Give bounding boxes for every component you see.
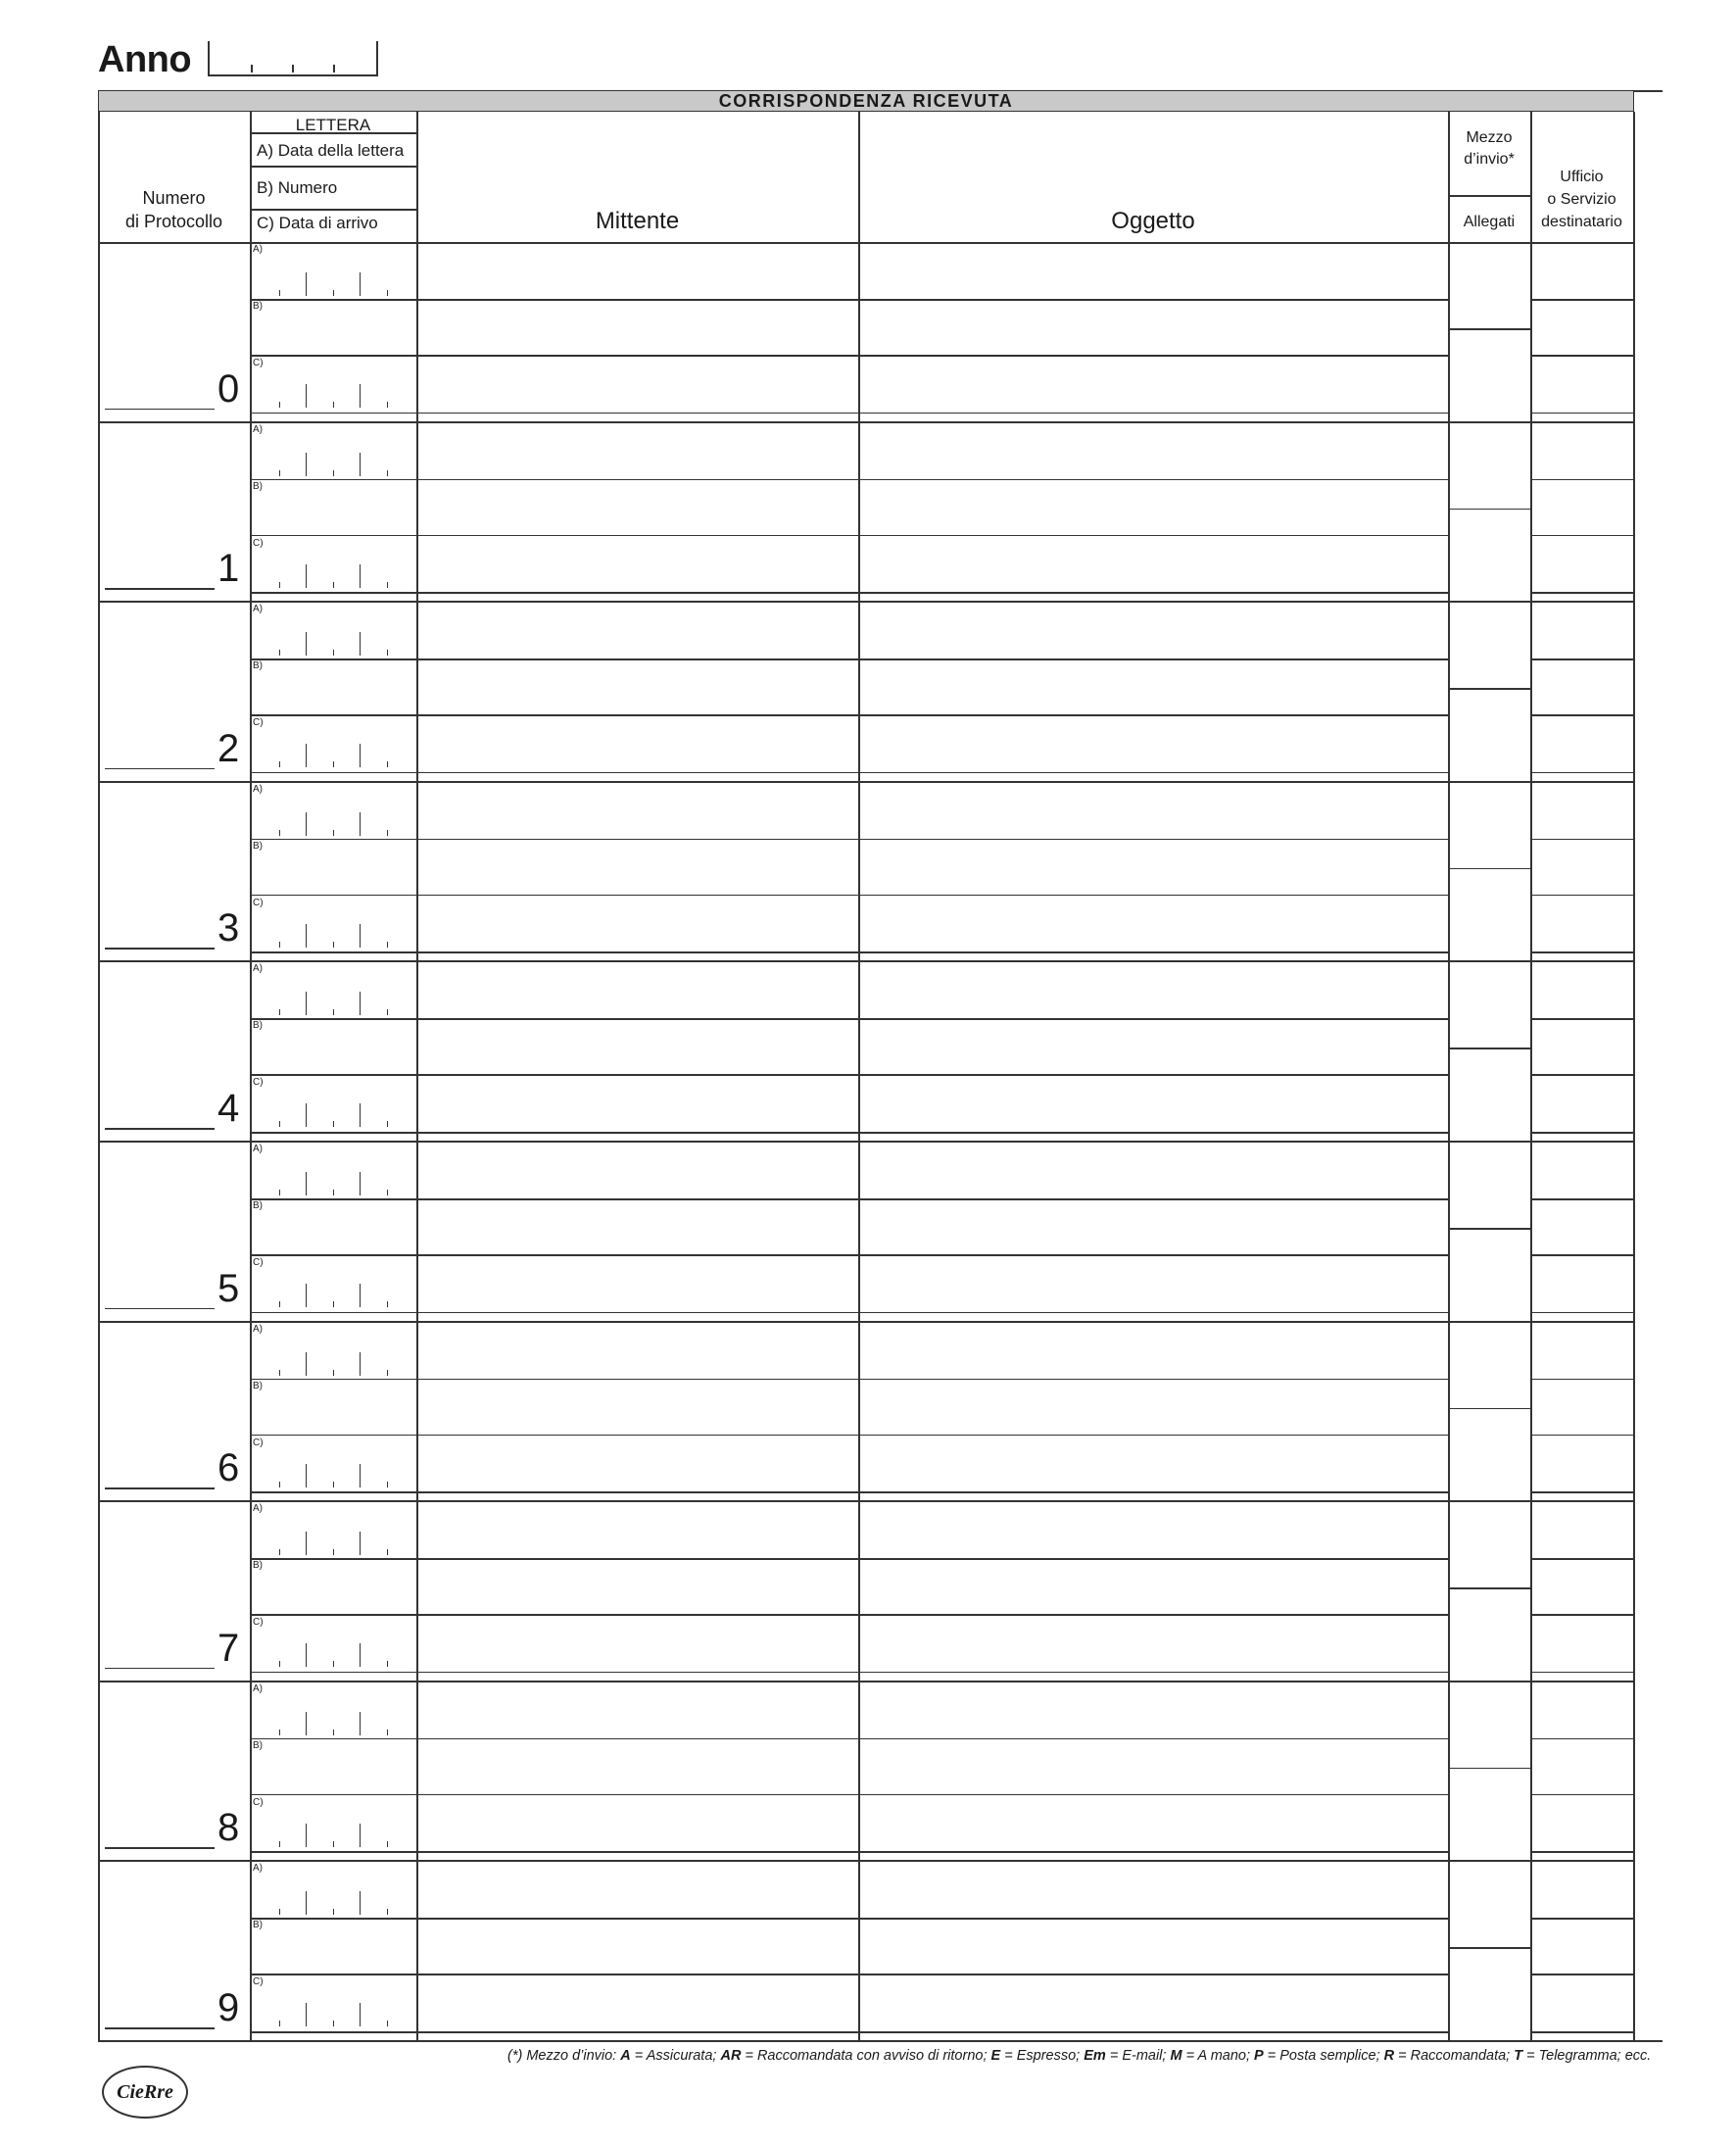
protocol-row-digit: 6 [217,1446,240,1490]
date-tick [387,1301,388,1307]
footnote-text: = A mano; [1181,2048,1255,2064]
subrow-label: A) [253,783,263,795]
date-tick [306,1824,307,1847]
row-divider [98,1860,1634,1862]
subrow-line [1530,1379,1633,1381]
date-tick [306,2003,307,2026]
mittente-cell[interactable] [418,1863,856,2029]
date-tick [360,1284,361,1307]
date-tick [387,1121,388,1127]
date-tick [306,924,307,948]
subrow-label: A) [253,423,263,435]
date-tick [279,942,280,948]
protocol-number-field[interactable] [105,1308,215,1310]
row-inner-line [250,1491,1448,1493]
subrow-line [1530,839,1633,841]
row-divider [98,1500,1634,1502]
mittente-cell[interactable] [418,1503,856,1670]
footnote-text: = E-mail; [1105,2048,1171,2064]
date-tick [360,632,361,656]
lettera-b-label: B) Numero [257,178,338,197]
footnote-text: = Espresso; [1000,2048,1085,2064]
lettera-c-label: C) Data di arrivo [257,214,378,232]
date-tick [387,1009,388,1015]
row-inner-line [250,1132,1448,1134]
date-tick [333,2021,334,2026]
mezzo-allegati-line [1448,1048,1530,1049]
footnote-prefix: (*) Mezzo d’invio: [507,2048,621,2064]
subrow-label: B) [253,1560,263,1572]
row-inner-line [250,592,1448,594]
mezzo-allegati-line [1448,328,1530,330]
protocol-row-digit: 4 [217,1087,240,1130]
anno-field[interactable] [208,41,378,76]
date-tick [333,290,334,296]
subrow-label: B) [253,840,263,852]
protocol-row-digit: 7 [217,1626,240,1670]
date-tick [306,1464,307,1487]
date-tick [333,1482,334,1487]
date-tick [387,290,388,296]
subrow-label: A) [253,244,263,255]
date-tick [387,761,388,767]
subrow-label: C) [253,717,264,729]
date-tick [360,744,361,767]
mittente-cell[interactable] [418,1144,856,1310]
protocol-register-table [98,90,1636,2048]
oggetto-cell[interactable] [860,1683,1446,1850]
date-tick [333,1009,334,1015]
date-tick [360,1172,361,1195]
subrow-label: B) [253,660,263,672]
mezzo-allegati-line [1448,1587,1530,1589]
subrow-line [1530,1738,1633,1740]
date-tick [306,1284,307,1307]
date-tick [306,812,307,836]
date-tick [306,384,307,408]
column-divider [1448,112,1450,2041]
column-divider [250,112,252,2041]
subrow-line [1530,895,1633,897]
row-inner-line [1530,772,1633,774]
date-tick [333,1909,334,1915]
date-tick [333,761,334,767]
date-tick [333,1841,334,1847]
protocol-number-field[interactable] [105,588,215,590]
footnote-text: = Raccomandata con avviso di ritorno; [741,2048,991,2064]
date-tick [387,1661,388,1667]
row-divider [98,1141,1634,1143]
mittente-cell[interactable] [418,244,856,411]
date-tick [279,830,280,836]
row-inner-line [250,1672,1448,1674]
date-tick [306,1891,307,1915]
date-tick [279,1370,280,1376]
row-divider [98,421,1634,423]
protocol-row-digit: 5 [217,1266,240,1310]
col-mittente-label: Mittente [595,208,680,234]
date-tick [279,1661,280,1667]
date-tick [387,1190,388,1195]
col-numero-label: Numero [142,188,206,208]
row-divider [98,1681,1634,1682]
oggetto-cell[interactable] [860,1324,1446,1490]
subrow-label: B) [253,1739,263,1751]
mittente-cell[interactable] [418,1324,856,1490]
row-inner-line [1530,951,1633,953]
footnote [507,2048,1651,2064]
oggetto-cell[interactable] [860,784,1446,951]
date-tick [360,564,361,588]
date-tick [279,1190,280,1195]
footnote-code: T [1514,2048,1523,2064]
date-tick [306,632,307,656]
date-tick [360,1712,361,1735]
mezzo-allegati-line [1448,1947,1530,1949]
row-divider [98,960,1634,962]
date-tick [306,1352,307,1376]
logo-text: CieRre [117,2080,173,2103]
row-divider [98,781,1634,783]
date-tick [306,1712,307,1735]
oggetto-cell[interactable] [860,244,1446,411]
subrow-line [1530,1018,1633,1020]
date-tick [333,470,334,476]
date-tick [279,402,280,408]
mezzo-allegati-line [1448,868,1530,870]
date-tick [387,470,388,476]
date-tick [279,1549,280,1555]
date-tick [333,1190,334,1195]
date-tick [387,1909,388,1915]
date-tick [333,1661,334,1667]
subrow-label: B) [253,301,263,312]
date-tick [279,650,280,656]
subrow-label: C) [253,1437,264,1448]
section-title: CORRISPONDENZA RICEVUTA [718,90,1014,111]
date-tick [279,1121,280,1127]
subrow-line [1530,1918,1633,1920]
mezzo-allegati-line [1448,1408,1530,1410]
row-inner-line [1530,413,1633,414]
subrow-line [1530,714,1633,716]
protocol-number-field[interactable] [105,2027,215,2029]
date-tick [360,1891,361,1915]
date-tick [360,1103,361,1127]
date-tick [360,812,361,836]
date-tick [306,992,307,1015]
protocol-row-digit: 0 [217,366,240,411]
row-inner-line [250,951,1448,953]
subrow-label: A) [253,1682,263,1694]
oggetto-cell[interactable] [860,963,1446,1130]
subrow-line [1530,1614,1633,1616]
protocol-number-field[interactable] [105,1128,215,1130]
mezzo-label: Mezzo [1466,129,1513,146]
date-tick [387,830,388,836]
date-tick [360,1532,361,1555]
footnote-code: M [1170,2048,1182,2064]
row-inner-line [250,413,1448,414]
row-inner-line [250,1851,1448,1853]
footnote-code: Em [1084,2048,1106,2064]
mezzo-allegati-line [1448,1768,1530,1770]
date-tick [306,564,307,588]
date-tick [306,272,307,296]
date-tick [333,1370,334,1376]
date-tick [360,992,361,1015]
oggetto-cell[interactable] [860,1144,1446,1310]
mittente-cell[interactable] [418,784,856,951]
date-tick [360,272,361,296]
footnote-code: P [1254,2048,1264,2064]
subrow-label: A) [253,1503,263,1515]
oggetto-cell[interactable] [860,1503,1446,1670]
footnote-code: AR [720,2048,742,2064]
row-inner-line [1530,1312,1633,1314]
date-tick [387,1549,388,1555]
footnote-code: A [620,2048,631,2064]
date-tick [387,402,388,408]
subrow-label: C) [253,1257,264,1268]
row-inner-line [1530,1132,1633,1134]
date-tick [306,453,307,476]
subrow-label: B) [253,1920,263,1931]
mittente-cell[interactable] [418,1683,856,1850]
subrow-label: A) [253,1863,263,1875]
row-inner-line [250,772,1448,774]
date-tick [360,2003,361,2026]
cierre-logo [102,2066,188,2119]
oggetto-cell[interactable] [860,1863,1446,2029]
subrow-label: A) [253,1144,263,1154]
subrow-label: C) [253,1796,264,1808]
subrow-line [1530,1974,1633,1975]
lettera-header-line [250,209,416,211]
subrow-line [1530,1435,1633,1437]
protocol-row-digit: 1 [217,547,240,591]
col-numero-label-2: di Protocollo [124,212,223,231]
mezzo-label-2: d’invio* [1464,151,1515,168]
date-tick [279,1301,280,1307]
section-title-band [98,90,1634,112]
ufficio-label: Ufficio [1560,169,1604,185]
date-tick [360,1643,361,1667]
col-oggetto-label: Oggetto [1111,208,1195,234]
protocol-number-field[interactable] [105,1487,215,1489]
edge-line [1633,2040,1663,2042]
subrow-label: C) [253,537,264,549]
date-tick [360,1824,361,1847]
mittente-cell[interactable] [418,963,856,1130]
subrow-label: C) [253,358,264,368]
subrow-line [1530,1198,1633,1200]
date-tick [387,582,388,588]
subrow-label: A) [253,604,263,615]
mittente-cell[interactable] [418,424,856,591]
mittente-cell[interactable] [418,604,856,770]
date-tick [279,1909,280,1915]
subrow-label: C) [253,897,264,908]
date-tick [333,650,334,656]
date-tick [387,1730,388,1735]
lettera-title: LETTERA [295,116,371,134]
date-tick [387,1841,388,1847]
column-divider [1633,112,1635,2041]
row-inner-line [1530,592,1633,594]
lettera-header-line [250,166,416,168]
subrow-label: A) [253,1323,263,1335]
oggetto-cell[interactable] [860,604,1446,770]
date-tick [387,650,388,656]
anno-label: Anno [98,39,192,80]
subrow-label: C) [253,1077,264,1089]
footnote-code: E [990,2048,1001,2064]
row-inner-line [1530,1851,1633,1853]
date-tick [279,1730,280,1735]
protocol-number-field[interactable] [105,409,215,411]
date-tick [387,1482,388,1487]
row-inner-line [1530,2031,1633,2033]
date-tick [360,924,361,948]
date-tick [279,1009,280,1015]
subrow-line [1530,479,1633,481]
subrow-line [1530,1074,1633,1076]
mezzo-allegati-line [1448,509,1530,511]
subrow-label: B) [253,1380,263,1391]
protocol-row-digit: 3 [217,906,240,951]
date-tick [279,2021,280,2026]
row-inner-line [250,1312,1448,1314]
date-tick [333,582,334,588]
subrow-label: C) [253,1617,264,1629]
date-tick [360,1352,361,1376]
subrow-line [1530,1254,1633,1256]
column-divider [98,112,100,2041]
subrow-label: A) [253,963,263,975]
subrow-label: B) [253,480,263,492]
date-tick [333,1549,334,1555]
mezzo-allegati-line [1448,1228,1530,1230]
date-tick [360,384,361,408]
subrow-line [1530,658,1633,660]
date-tick [333,1301,334,1307]
ufficio-label-2: o Servizio [1547,191,1616,208]
subrow-label: B) [253,1020,263,1032]
date-tick [279,470,280,476]
date-tick [279,761,280,767]
lettera-a-label: A) Data della lettera [257,141,405,160]
subrow-label: C) [253,1976,264,1988]
footnote-text: = Raccomandata; [1394,2048,1515,2064]
row-inner-line [250,2031,1448,2033]
row-divider [98,2040,1634,2042]
date-tick [333,402,334,408]
date-tick [279,582,280,588]
mezzo-allegati-line [1448,688,1530,690]
subrow-line [1530,1558,1633,1560]
date-tick [360,1464,361,1487]
date-tick [360,453,361,476]
footnote-text: = Posta semplice; [1263,2048,1384,2064]
protocol-row-digit: 9 [217,1986,240,2029]
date-tick [306,1172,307,1195]
subrow-line [1530,1794,1633,1796]
row-divider [98,601,1634,603]
edge-line [1633,90,1663,92]
row-inner-line [1530,1491,1633,1493]
footnote-text: = Assicurata; [630,2048,721,2064]
date-tick [279,1482,280,1487]
allegati-label: Allegati [1463,214,1516,230]
subrow-line [1530,355,1633,357]
subrow-line [1530,299,1633,301]
protocol-row-digit: 8 [217,1806,240,1850]
footnote-code: R [1383,2048,1395,2064]
oggetto-cell[interactable] [860,424,1446,591]
row-inner-line [1530,1672,1633,1674]
date-tick [387,2021,388,2026]
date-tick [306,1103,307,1127]
date-tick [306,744,307,767]
ufficio-label-3: destinatario [1541,214,1622,230]
subrow-label: B) [253,1200,263,1211]
date-tick [387,1370,388,1376]
date-tick [333,1730,334,1735]
protocol-row-digit: 2 [217,726,240,770]
date-tick [279,1841,280,1847]
date-tick [306,1532,307,1555]
date-tick [333,1121,334,1127]
protocol-number-field[interactable] [105,768,215,770]
date-tick [333,942,334,948]
date-tick [333,830,334,836]
date-tick [306,1643,307,1667]
footnote-text: = Telegramma; ecc. [1522,2048,1652,2064]
row-divider [98,1321,1634,1323]
date-tick [387,942,388,948]
column-divider [1530,112,1532,2041]
protocol-number-field[interactable] [105,1668,215,1670]
protocol-number-field[interactable] [105,1847,215,1849]
subrow-line [1530,535,1633,537]
mezzo-header-line [1448,195,1530,197]
protocol-number-field[interactable] [105,948,215,950]
date-tick [279,290,280,296]
